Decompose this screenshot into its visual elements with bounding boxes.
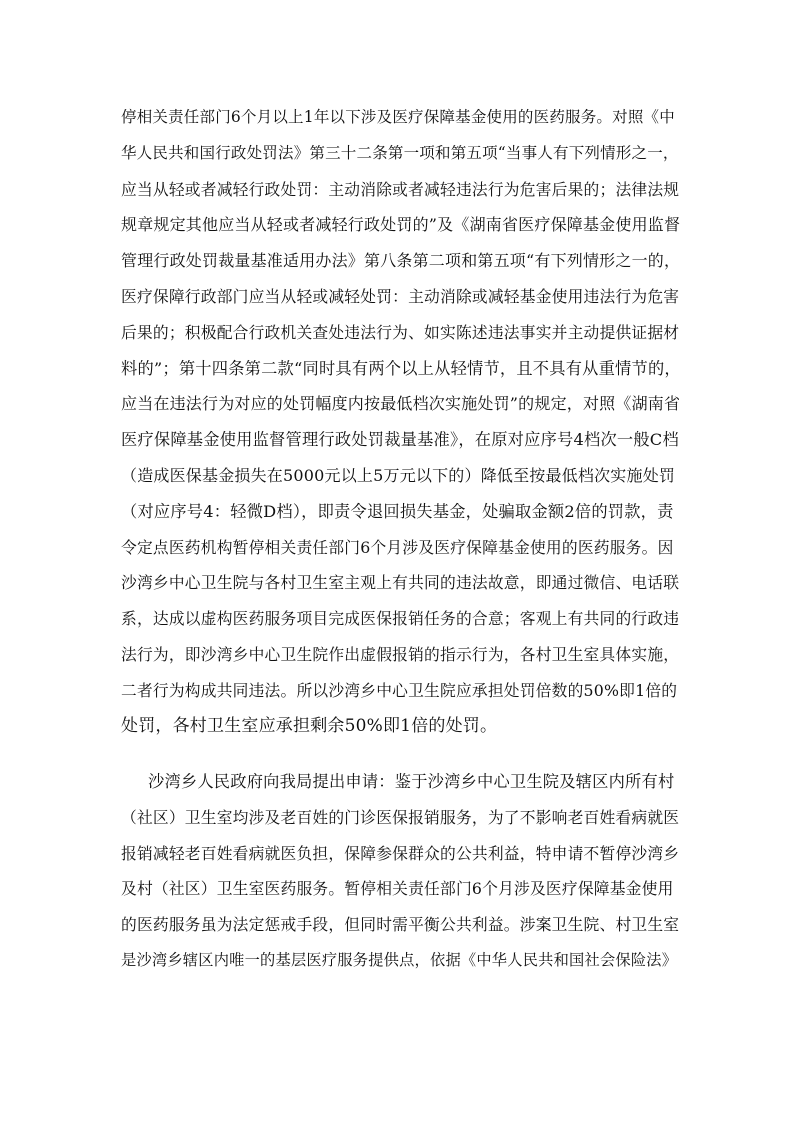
text-line: 是沙湾乡辖区内唯一的基层医疗服务提供点，依据《中华人民共和国社会保险法》 bbox=[121, 950, 678, 969]
paragraph-penalty-basis bbox=[121, 100, 681, 744]
text-line: 处罚，各村卫生室应承担剩余50%即1倍的处罚。 bbox=[121, 715, 498, 736]
text-line: 的医药服务虽为法定惩戒手段，但同时需平衡公共利益。涉案卫生院、村卫生室 bbox=[121, 915, 680, 935]
text-line: 料的”；第十四条第二款“同时具有两个以上从轻情节，且不具有从重情节的， bbox=[121, 358, 681, 378]
text-line: 后果的；积极配合行政机关查处违法行为、如实陈述违法事实并主动提供证据材 bbox=[121, 322, 680, 342]
text-line: （对应序号4：轻微D档），即责令退回损失基金，处骗取金额2倍的罚款，责 bbox=[121, 501, 674, 521]
text-line: 管理行政处罚裁量基准适用办法》第八条第二项和第五项“有下列情形之一的， bbox=[121, 251, 681, 271]
text-line: 医疗保障基金使用监督管理行政处罚裁量基准》，在原对应序号4档次一般C档 bbox=[121, 430, 679, 450]
text-line: 规章规定其他应当从轻或者减轻行政处罚的”及《湖南省医疗保障基金使用监督 bbox=[121, 215, 681, 235]
text-line: 沙湾乡中心卫生院与各村卫生室主观上有共同的违法故意，即通过微信、电话联 bbox=[121, 573, 680, 593]
text-line: 沙湾乡人民政府向我局提出申请：鉴于沙湾乡中心卫生院及辖区内所有村 bbox=[148, 772, 675, 791]
text-line: 医疗保障行政部门应当从轻或减轻处罚：主动消除或减轻基金使用违法行为危害 bbox=[121, 286, 680, 306]
text-line: 系，达成以虚构医药服务项目完成医保报销任务的合意；客观上有共同的行政违 bbox=[121, 609, 680, 629]
text-line: 应当从轻或者减轻行政处罚：主动消除或者减轻违法行为危害后果的；法律法规 bbox=[121, 179, 680, 199]
text-line: 及村（社区）卫生室医药服务。暂停相关责任部门6个月涉及医疗保障基金使用 bbox=[121, 879, 674, 899]
paragraph-government-application bbox=[121, 764, 681, 979]
text-line: 二者行为构成共同违法。所以沙湾乡中心卫生院应承担处罚倍数的50%即1倍的 bbox=[121, 680, 678, 700]
text-line: 令定点医药机构暂停相关责任部门6个月涉及医疗保障基金使用的医药服务。因 bbox=[121, 537, 674, 557]
text-line: （社区）卫生室均涉及老百姓的门诊医保报销服务，为了不影响老百姓看病就医 bbox=[121, 807, 680, 827]
text-line: 应当在违法行为对应的处罚幅度内按最低档次实施处罚”的规定，对照《湖南省 bbox=[121, 394, 681, 414]
text-line: 报销减轻老百姓看病就医负担，保障参保群众的公共利益，特申请不暂停沙湾乡 bbox=[121, 843, 680, 863]
text-line: 华人民共和国行政处罚法》第三十二条第一项和第五项“当事人有下列情形之一， bbox=[121, 143, 679, 162]
text-line: （造成医保基金损失在5000元以上5万元以下的）降低至按最低档次实施处罚 bbox=[121, 465, 676, 485]
text-line: 法行为，即沙湾乡中心卫生院作出虚假报销的指示行为，各村卫生室具体实施， bbox=[121, 644, 680, 664]
text-line: 停相关责任部门6个月以上1年以下涉及医疗保障基金使用的医药服务。对照《中 bbox=[121, 108, 675, 126]
